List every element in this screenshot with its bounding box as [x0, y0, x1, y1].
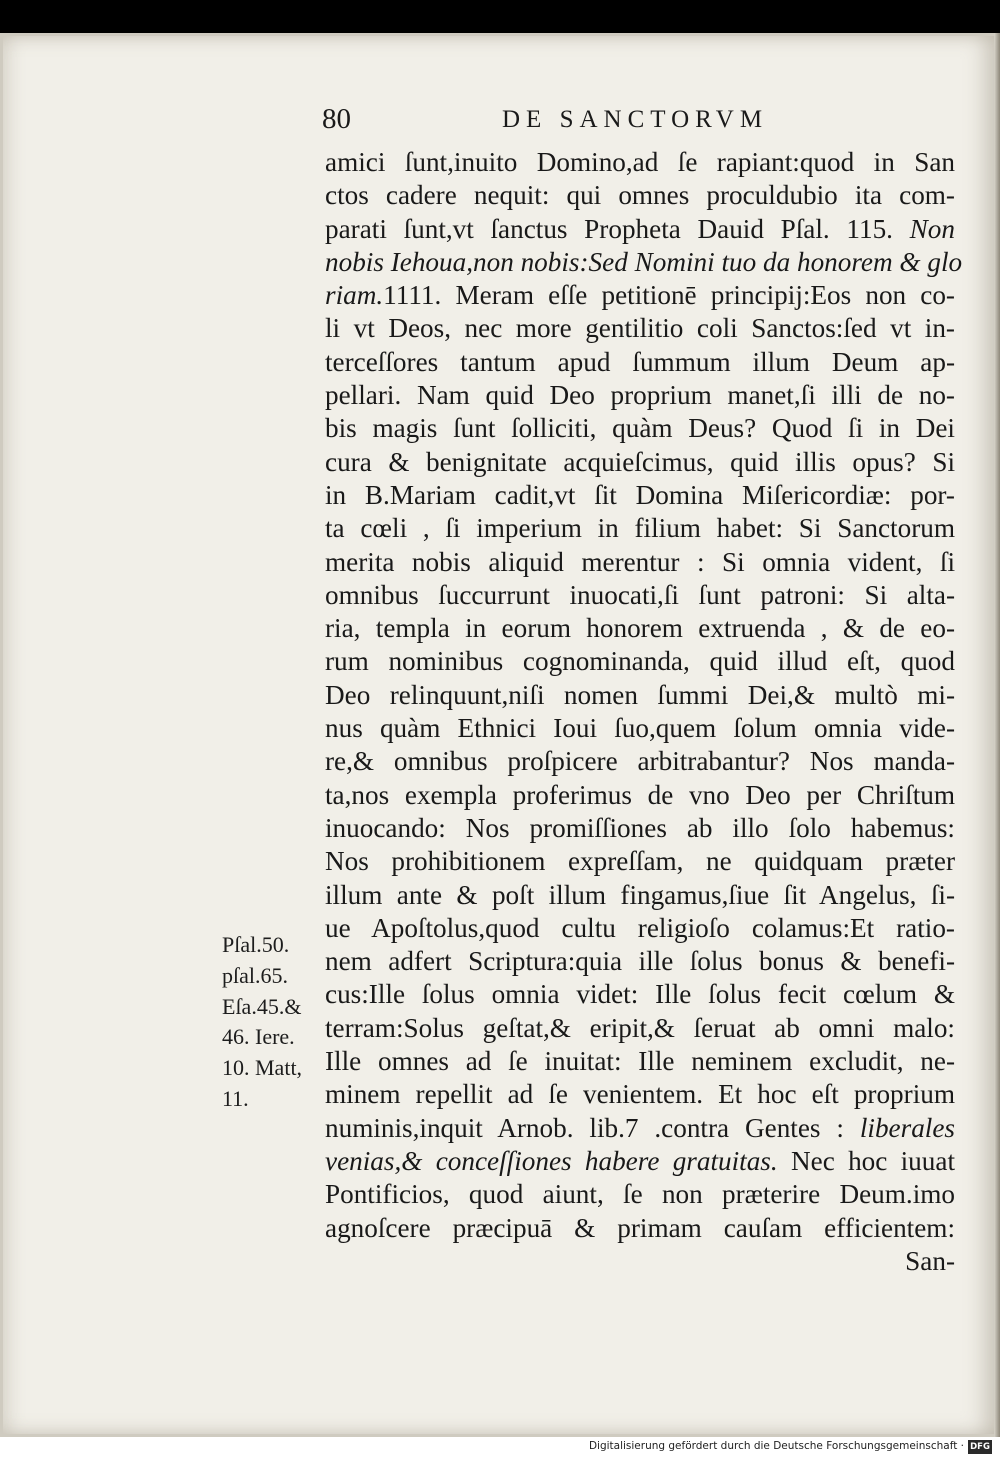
text-segment: 1111. Meram eſſe petitionē principij:Eos non co- — [383, 280, 955, 311]
text-line: bis magis ſunt ſolliciti, quàm Deus? Quod ſi in Dei — [325, 413, 955, 444]
text-line: nus quàm Ethnici Ioui ſuo,quem ſolum omnia vide- — [325, 713, 955, 744]
running-title: DE SANCTORVM — [502, 106, 769, 133]
text-line — [325, 1112, 955, 1145]
text-line: li vt Deos, nec more gentilitio coli Sanctos:ſed vt in- — [325, 313, 955, 344]
italic-segment: venias,& conceſſiones habere gratuitas. — [325, 1145, 778, 1176]
text-line: illum ante & poſt illum fingamus,ſiue ſit Angelus, ſi- — [325, 879, 955, 910]
italic-segment: riam. — [325, 280, 384, 311]
margin-note-line: 10. Matt, — [222, 1055, 303, 1081]
italic-segment: liberales — [859, 1112, 955, 1143]
text-line: rum nominibus cognominanda, quid illud eſt, quod — [325, 646, 955, 677]
margin-note-line: 46. Iere. — [222, 1024, 295, 1050]
text-line: cura & benignitate acquieſcimus, quid illis opus? Si — [325, 446, 955, 477]
text-line: inuocando: Nos promiſſiones ab illo ſolo habemus: — [325, 812, 955, 843]
scan-top-border — [0, 0, 1000, 33]
text-line: re,& omnibus proſpicere arbitrabantur? Nos manda- — [325, 746, 955, 777]
text-line: agnoſcere præcipuā & primam cauſam efficientem: — [325, 1212, 955, 1243]
text-line: nem adfert Scriptura:quia ille ſolus bonus & benefi- — [325, 946, 955, 977]
text-line: minem repellit ad ſe venientem. Et hoc eſt proprium — [325, 1079, 955, 1110]
text-line: ta,nos exempla proferimus de vno Deo per Chriſtum — [325, 779, 955, 810]
text-segment: Nec hoc iuuat — [777, 1145, 955, 1176]
text-line: nobis Iehoua,non nobis:Sed Nomini tuo da honorem & glo — [325, 246, 963, 277]
dfg-logo: DFG — [968, 1440, 992, 1454]
text-line — [325, 1145, 955, 1178]
margin-note-line: pſal.65. — [222, 962, 288, 988]
book-page — [0, 33, 1000, 1437]
text-line: ta cœli , ſi imperium in filium habet: Si Sanctorum — [325, 513, 955, 544]
text-line: Nos prohibitionem expreſſam, ne quidquam præter — [325, 846, 955, 877]
text-line: Deo relinquunt,niſi nomen ſummi Dei,& multò mi- — [325, 679, 955, 710]
text-line: ue Apoſtolus,quod cultu religioſo colamus:Et ratio- — [325, 912, 955, 943]
text-line: in B.Mariam cadit,vt ſit Domina Miſericordiæ: por- — [325, 479, 955, 510]
italic-segment: Non — [909, 213, 955, 244]
text-line: Ille omnes ad ſe inuitat: Ille neminem excludit, ne- — [325, 1046, 955, 1077]
text-line: amici ſunt,inuito Domino,ad ſe rapiant:quod in San — [325, 147, 955, 177]
text-line — [325, 213, 955, 246]
text-line: terceſſores tantum apud ſummum illum Deum ap- — [325, 346, 955, 377]
text-line: terram:Solus geſtat,& eripit,& ſeruat ab omni malo: — [325, 1012, 955, 1043]
margin-note — [222, 930, 326, 1115]
text-line: omnibus ſuccurrunt inuocati,ſi ſunt patroni: Si alta- — [325, 579, 955, 610]
catchword: San- — [905, 1245, 955, 1276]
margin-note-line: Eſa.45.& — [222, 993, 302, 1019]
text-line: ria, templa in eorum honorem extruenda , & de eo- — [325, 613, 955, 644]
text-line: merita nobis aliquid merentur : Si omnia vident, ſi — [325, 546, 955, 577]
margin-note-line: Pſal.50. — [222, 932, 290, 957]
margin-note-line: 11. — [222, 1085, 249, 1111]
footer-bar — [0, 1437, 1000, 1459]
text-line: Pontificios, quod aiunt, ſe non præterire Deum.imo — [325, 1179, 955, 1210]
text-line: cus:Ille ſolus omnia videt: Ille ſolus fecit cœlum & — [325, 979, 955, 1010]
text-segment: numinis,inquit Arnob. lib.7 .contra Gentes : — [325, 1112, 860, 1143]
body-text — [325, 146, 963, 1278]
text-line: ctos cadere nequit: qui omnes proculdubio ita com- — [325, 180, 955, 211]
funding-credit: Digitalisierung gefördert durch die Deutsche Forschungsgemeinschaft · — [588, 1440, 964, 1452]
text-segment: parati ſunt,vt ſanctus Propheta Dauid Pſal. 115. — [325, 213, 893, 244]
page-number: 80 — [322, 103, 351, 135]
running-head — [322, 103, 782, 143]
text-line: pellari. Nam quid Deo proprium manet,ſi illi de no- — [325, 380, 955, 411]
text-line — [325, 279, 955, 312]
